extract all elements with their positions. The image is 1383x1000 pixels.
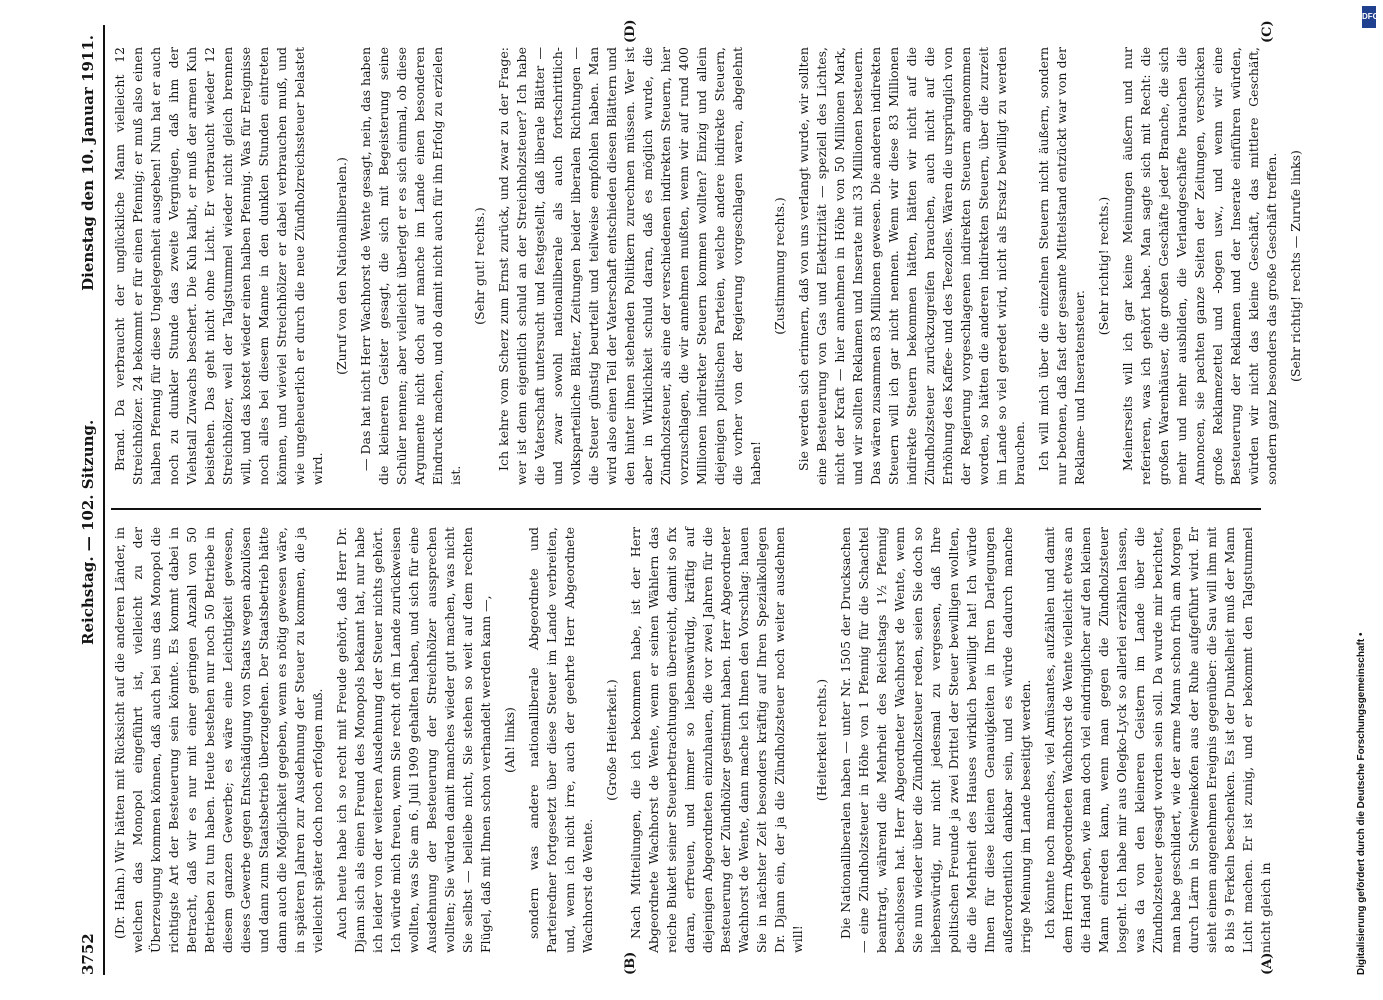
interjection: (Heiterkeit rechts.) xyxy=(814,678,829,802)
session-title: Reichstag. — 102. Sitzung. xyxy=(79,419,97,645)
digitization-credit xyxy=(1352,20,1382,980)
paragraph: Ich kehre vom Scherz zum Ernst zurück, und zwar zu der Frage: wer ist denn eigentlich schuld an der Streichholzsteuer? Ich habe die Vaterschaft untersucht und festgestellt, daß liberale Blätter — und zwar sowohl nationalliberale als auch fortschrittlich-volksparteiliche Blätter, Zeitungen beider liberalen Richtungen — die Steuer günstig beurteilt und teilweise empfohlen haben. Man wird also einen Teil der Vaterschaft entschieden diesen Blättern und den hinter ihnen stehenden Politikern zurechnen müssen. Wer ist aber in Wirklichkeit schuld daran, daß es möglich wurde, die Zündholzsteuer, als eine der verschiedenen indirekten Steuern, hier vorzuschlagen, die wir annehmen mußten, wenn wir auf rund 400 Millionen indirekter Steuern kommen wollten? Einzig und allein diejenigen politischen Parteien, welche andere indirekte Steuern, die vorher von der Regierung vorgeschlagen waren, abgelehnt haben! xyxy=(496,47,763,485)
interjection: (Zustimmung rechts.) xyxy=(772,197,787,335)
margin-mark-d: (D) xyxy=(623,19,638,43)
margin-mark-b: (B) xyxy=(623,951,638,975)
session-date: Dienstag den 10. Januar 1911. xyxy=(79,35,97,291)
paragraph: — Das hat nicht Herr Wachhorst de Wente gesagt, nein, das haben die kleineren Geister gesagt, die sich mit Begeisterung seine Schüler nennen; aber vielleicht überlegt er es sich einmal, ob diese Argumente nicht doch auf manche im Lande einen besonderen Eindruck machen, und ob damit nicht auch für ihn Erfolg zu erzielen ist. xyxy=(358,47,463,485)
right-column xyxy=(111,47,1303,485)
interjection: (Zuruf von den Nationalliberalen.) xyxy=(334,157,349,375)
paragraph: Nach Mitteilungen, die ich bekommen habe, ist der Herr Abgeordnete Wachhorst de Wente, wenn er seinen Wählern das reiche Bukett seiner Steuerbetrachtungen überreicht, damit so fix daran, erfreuen, und immer so liebenswürdig, kräftig auf diejenigen Abgeordneten einzuhauen, die vor zwei Jahren für die Besteuerung der Zündhölzer gestimmt haben. Herr Abgeordneter Wachhorst de Wente, dann mache ich Ihnen den Vorschlag: hauen Sie in nächster Zeit besonders kräftig auf Ihren Spezialkollegen Dr. Djann ein, der ja die Zündholzsteuer noch weiter ausdehnen will! xyxy=(628,527,805,953)
interjection: (Sehr gut! rechts.) xyxy=(472,207,487,325)
rotated-page-content xyxy=(75,19,1315,975)
page-number: 3752 xyxy=(79,933,97,975)
paragraph: Sie werden sich erinnern, daß von uns verlangt wurde, wir sollten eine Besteuerung von Gas und Elektrizität — speziell des Lichtes, nicht der Kraft — hier annehmen in Höhe von 50 Millionen Mark, und wir sollten Reklamen und Inserate mit 33 Millionen besteuern. Das wären zusammen 83 Millionen gewesen. Die anderen indirekten Steuern will ich gar nicht nennen. Wenn wir diese 83 Millionen indirekte Steuern bekommen hätten, hätten wir nicht auf die Zündholzsteuer zurückzugreifen brauchen, auch nicht auf die Erhöhung des Kaffee- und des Teezolles. Wären die ursprünglich von der Regierung vorgeschlagenen indirekten Steuern angenommen worden, so hätten die anderen indirekten Steuern, über die zurzeit im Lande so viel geredet wird, nicht als Ersatz bewilligt zu werden brauchen. xyxy=(796,47,1027,485)
page-header xyxy=(75,25,105,975)
interjection: (Ah! links) xyxy=(502,707,517,773)
interjection: (Sehr richtig! rechts.) xyxy=(1096,196,1111,336)
margin-mark-c: (C) xyxy=(1260,20,1275,43)
left-column xyxy=(111,527,1273,953)
credit-text: Digitalisierung gefördert durch die Deutsche Forschungsgemeinschaft • xyxy=(1356,632,1367,975)
interjection: (Sehr richtig! rechts — Zurufe links) xyxy=(1288,150,1303,382)
dfg-logo-text: DFG xyxy=(1362,12,1379,21)
margin-mark-a: (A) xyxy=(1260,952,1275,975)
paragraph: Ich will mich über die einzelnen Steuern nicht äußern, sondern nur betonen, daß fast der gesamte Mittelstand entzückt war von der Reklame- und Inseratensteuer. xyxy=(1036,47,1087,485)
paragraph: Meinerseits will ich gar keine Meinungen äußern und nur referieren, was ich gehört habe. Man sagte sich mit Recht: die großen Warenhäuser, die großen Geschäfte jeder Branche, die sich mehr und mehr ausbilden, die Verlandgeschäfte brauchen die Annoncen, sie pachten ganze Seiten der Zeitungen, verschicken große Reklamezettel und -bogen usw., und wenn wir eine Besteuerung der Reklamen und der Inserate einführen würden, würden wir nicht das kleine Geschäft, das mittlere Geschäft, sondern ganz besonders das große Geschäft treffen. xyxy=(1120,47,1279,485)
interjection: (Große Heiterkeit.) xyxy=(604,679,619,801)
header-rule xyxy=(103,25,105,975)
paragraph: Die Nationalliberalen haben — unter Nr. 1505 der Drucksachen — eine Zündholzsteuer in Höhe von 1 Pfennig für die Schachtel beantragt, während die Mehrheit des Reichstags 1½ Pfennig beschlossen hat. Herr Abgeordneter Wachhorst de Wente, wenn Sie nun wieder über die Zündholzsteuer reden, seien Sie doch so liebenswürdig, nur nicht jedesmal zu vergessen, daß Ihre politischen Freunde ja zwei Drittel der Steuer bewilligen wollten, die die Mehrheit des Hauses wirklich bewilligt hat! Ich würde Ihnen für diese kleinen Genauigkeiten in Ihren Darlegungen außerordentlich dankbar sein, und es würde dadurch manche irrige Meinung im Lande beseitigt werden. xyxy=(838,527,1033,953)
paragraph: Ich könnte noch manches, viel Amüsantes, aufzählen und damit dem Herrn Abgeordneten Wachhorst de Wente vielleicht etwas an die Hand geben, wie man doch viel eindringlicher auf den kleinen Mann einreden kann, wenn man gegen die Zündholzsteuer losgeht. Ich habe mir aus Olegko-Lyck so allerlei erzählen lassen, was da von den kleineren Geistern im Lande über die Zündholzsteuer gesagt worden sein soll. Da wurde mir berichtet, man habe geschildert, wie der arme Mann schon früh am Morgen durch Lärm in Schweinekofen aus der Ruhe aufgeführt wird. Er sieht einem angenehmen Ereignis gegenüber: die Sau will ihm mit 8 bis 9 Ferkeln beschenken. Es ist der Dunkelheit muß der Mann Licht machen. Er ist zunig, und er bekommt den Talgstummel nicht gleich in xyxy=(1042,527,1273,953)
paragraph: (Dr. Hahn.) Wir hätten mit Rücksicht auf die anderen Länder, in welchen das Monopol eingeführt ist, vielleicht zu der Überzeugung kommen können, daß auch bei uns das Monopol die richtigste Art der Besteuerung sein könnte. Es kommt dabei in Betracht, daß wir es nur mit einer geringen Anzahl von 50 Betrieben zu tun haben. Heute bestehen nur noch 50 Betriebe in diesem ganzen Gewerbe; es wäre eine Leichtigkeit gewesen, dieses Gewerbe gegen Entschädigung von Staats wegen abzulösen und dann zum Staatsbetrieb überzugehen. Der Staatsbetrieb hätte dann auch die Möglichkeit gegeben, wenn es nötig gewesen wäre, in späteren Jahren zur Ausdehnung der Steuer zu kommen, die ja vielleicht später doch noch erfolgen muß. xyxy=(112,527,325,953)
paragraph: Brand. Da verbraucht der unglückliche Mann vielleicht 12 Streichhölzer. 24 bekommt er für einen Pfennig; er muß also einen halben Pfennig für diese Ungelegenheit ausgeben! Nun hat er auch noch zu dunkler Stunde das zweite Vergnügen, daß ihm der Viehstall Zuwachs beschert. Die Kuh kalbt, er muß der armen Kuh beistehen. Das geht nicht ohne Licht. Er verbraucht wieder 12 Streichhölzer, weil der Talgstummel wieder nicht gleich brennen will, und das kostet wieder einen halben Pfennig. Was für Ereignisse noch alles bei diesem Manne in den dunklen Stunden eintreten können, und wieviel Streichhölzer er dabei verbrauchen muß, und wie ungeheuerlich er durch die neue Zündholzreichssteuer belastet wird. xyxy=(112,47,325,485)
paragraph: sondern was andere nationalliberale Abgeordnete und Parteiredner fortgesetzt über diese Steuer im Lande verbreiten, und, wenn ich nicht irre, auch der geehrte Herr Abgeordnete Wachhorst de Wente. xyxy=(526,527,595,953)
column-divider xyxy=(111,508,1261,510)
dfg-logo xyxy=(1362,6,1379,28)
paragraph: Auch heute habe ich so recht mit Freude gehört, daß Herr Dr. Djann sich als einen Freund des Monopols bekannt hat, nur habe ich leider von der weiteren Ausdehnung der Steuer nichts gehört. Ich würde mich freuen, wenn Sie recht oft im Lande zurückweisen wollten, was Sie am 6. Juli 1909 gehalten haben, und sich für eine Ausdehnung der Besteuerung der Streichhölzer aussprechen wollten; Sie würden damit manches wieder gut machen, was nicht Sie selbst — beileibe nicht, Sie stehen so weit auf dem rechten Flügel, daß mit Ihnen schon verhandelt werden kann —, xyxy=(334,527,493,953)
